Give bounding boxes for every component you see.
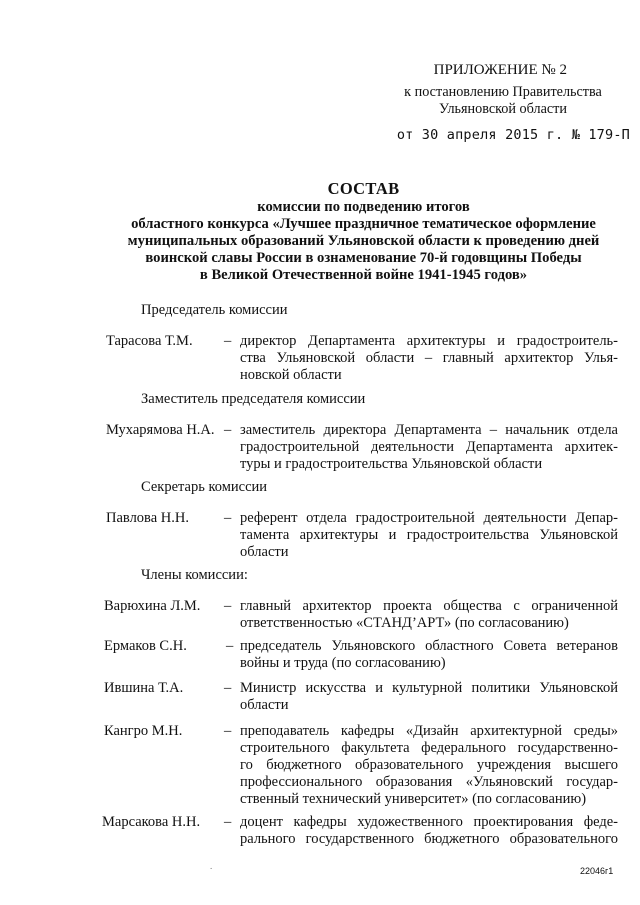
description-line: строительного факультета федерального государственно- [240,740,618,756]
description-line: области [240,697,289,713]
description-line: председатель Ульяновского областного Совета ветеранов [240,638,618,654]
dash-separator: – [224,598,232,614]
document-subtitle [95,199,632,284]
dash-separator: – [226,638,234,654]
dash-separator: – [224,333,232,349]
member-description [240,814,618,848]
member-description [240,333,618,384]
decree-line: Ульяновской области [439,101,567,117]
member-name: Ермаков С.Н. [104,638,187,654]
subtitle-line: воинской славы России в ознаменование 70-й годовщины Победы [145,250,582,266]
member-name: Варюхина Л.М. [104,598,201,614]
subtitle-line: в Великой Отечественной войне 1941-1945 годов» [199,267,528,283]
description-line: области [240,544,289,560]
section-heading-deputy: Заместитель председателя комиссии [141,391,366,407]
member-description [240,422,618,473]
page-mark: . [210,861,213,871]
description-line: референт отдела градостроительной деятельности Депар- [240,510,618,526]
member-name: Мухарямова Н.А. [106,422,215,438]
member-name: Кангро М.Н. [104,723,183,739]
description-line: заместитель директора Департамента – начальник отдела [240,422,618,438]
member-name: Марсакова Н.Н. [102,814,201,830]
description-line: тамента архитектуры и градостроительства Ульяновской [240,527,618,543]
dash-separator: – [224,723,232,739]
document-code: 22046г1 [580,866,614,876]
decree-reference [388,84,618,118]
section-heading-members: Члены комиссии: [141,567,248,583]
member-name: Павлова Н.Н. [106,510,189,526]
description-line: войны и труда (по согласованию) [240,655,446,671]
dash-separator: – [224,422,232,438]
document-title: СОСТАВ [327,179,400,198]
description-line: ства Ульяновской области – главный архитектор Улья- [240,350,618,366]
subtitle-line: муниципальных образований Ульяновской области к проведению дней [127,233,600,249]
description-line: профессионального образования «Ульяновский государ- [240,774,618,790]
description-line: главный архитектор проекта общества с ограниченной [240,598,618,614]
decree-date: от 30 апреля 2015 г. № 179-П [396,127,630,143]
description-line: директор Департамента архитектуры и градостроитель- [240,333,618,349]
description-line: ственный технический университет» (по согласованию) [240,791,587,807]
description-line: новской области [240,367,342,383]
subtitle-line: комиссии по подведению итогов [257,199,470,215]
description-line: преподаватель кафедры «Дизайн архитектурной среды» [240,723,618,739]
member-name: Ившина Т.А. [104,680,184,696]
member-description [240,638,618,672]
section-heading-chairman: Председатель комиссии [141,302,288,318]
member-name: Тарасова Т.М. [106,333,193,349]
description-line: рального государственного бюджетного образовательного [240,831,618,847]
member-description [240,680,618,714]
description-line: градостроительной деятельности Департамента архитек- [240,439,618,455]
subtitle-line: областного конкурса «Лучшее праздничное тематическое оформление [131,216,596,232]
dash-separator: – [224,510,232,526]
description-line: Министр искусства и культурной политики Ульяновской [240,680,618,696]
member-description [240,723,618,808]
description-line: го бюджетного образовательного учреждения высшего [240,757,618,773]
description-line: ответственностью «СТАНД’АРТ» (по согласованию) [240,615,569,631]
dash-separator: – [224,680,232,696]
description-line: доцент кафедры художественного проектирования феде- [240,814,618,830]
dash-separator: – [224,814,232,830]
description-line: туры и градостроительства Ульяновской области [240,456,543,472]
appendix-label: ПРИЛОЖЕНИЕ № 2 [433,62,567,78]
member-description [240,598,618,632]
member-description [240,510,618,561]
decree-line: к постановлению Правительства [404,84,602,100]
section-heading-secretary: Секретарь комиссии [141,479,268,495]
